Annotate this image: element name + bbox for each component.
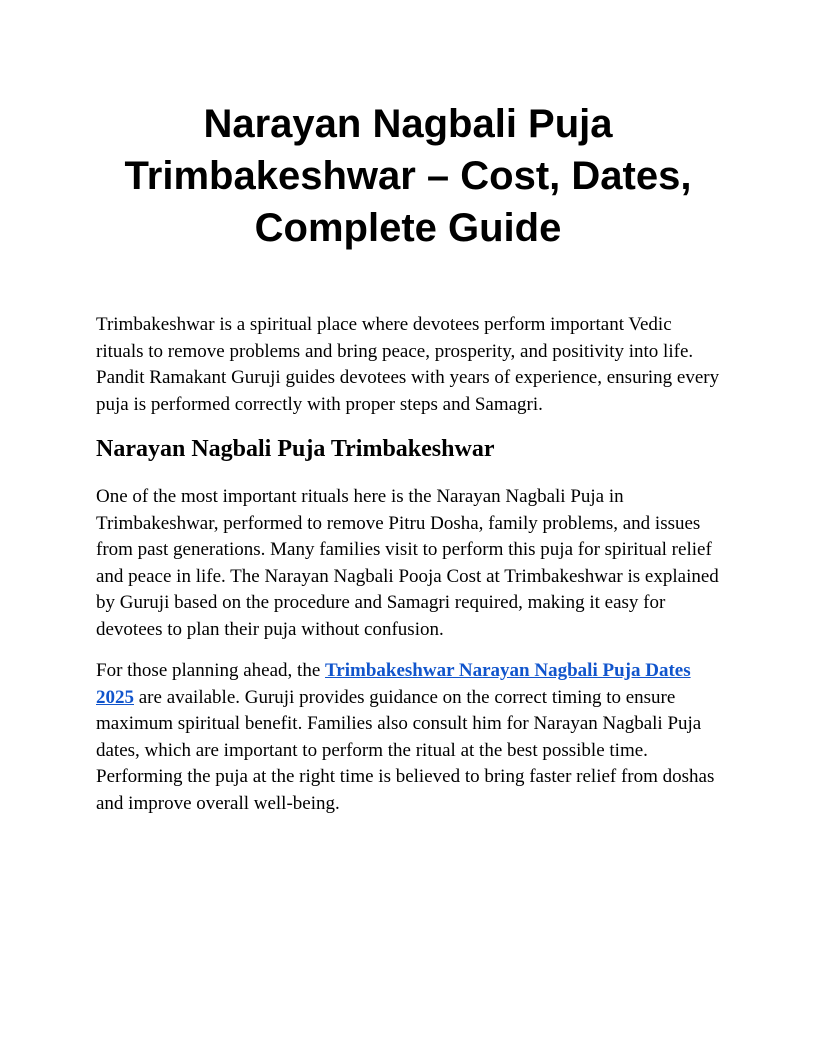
page-title: Narayan Nagbali Puja Trimbakeshwar – Cost, Dates, Complete Guide (124, 102, 692, 250)
paragraph-2-trailing-text: are available. Guruji provides guidance on the correct timing to ensure maximum spiritual benefit. Families also consult him for Narayan Nagbali Puja dates, which are important to perform the ritual at the best possible time. Performing the puja at the right time is believed to bring faster relief from doshas and improve overall well-being. (96, 686, 715, 814)
intro-paragraph: Trimbakeshwar is a spiritual place where devotees perform important Vedic rituals to remove problems and bring peace, prosperity, and positivity into life. Pandit Ramakant Guruji guides devotees with years of experience, ensuring every puja is performed correctly with proper steps and Samagri. (96, 314, 720, 415)
body-paragraph-1: One of the most important rituals here is the Narayan Nagbali Puja in Trimbakeshwar, performed to remove Pitru Dosha, family problems, and issues from past generations. Many families visit to perform this puja for spiritual relief and peace in life. The Narayan Nagbali Pooja Cost at Trimbakeshwar is explained by Guruji based on the procedure and Samagri required, making it easy for devotees to plan their puja without confusion. (96, 486, 719, 640)
puja-dates-2025-link[interactable]: Trimbakeshwar Narayan Nagbali Puja Dates 2025 (96, 660, 691, 708)
section-heading: Narayan Nagbali Puja Trimbakeshwar (96, 436, 495, 462)
document-body (96, 312, 720, 817)
paragraph-2-lead-text: For those planning ahead, the (96, 660, 326, 681)
body-paragraph-2 (96, 658, 720, 817)
